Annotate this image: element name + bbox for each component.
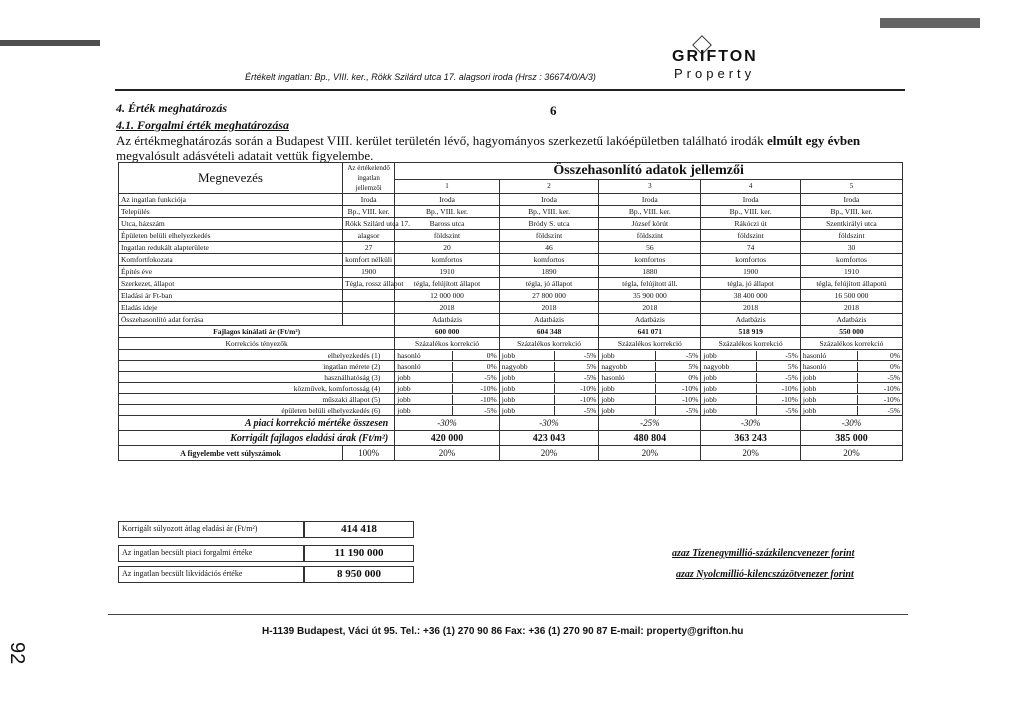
correction-descriptor: hasonló — [395, 362, 453, 371]
comparable-value: 38 400 000 — [701, 290, 801, 302]
correction-cell — [701, 361, 801, 372]
correction-descriptor: hasonló — [395, 351, 453, 360]
correction-percent: 0% — [890, 350, 900, 360]
correction-cell — [701, 372, 801, 383]
correction-cell — [395, 383, 500, 394]
correction-label: ingatlan mérete (2) — [119, 361, 395, 372]
correction-percent: -5% — [785, 350, 798, 360]
correction-descriptor: jobb — [801, 373, 858, 382]
total-correction-row-value: -30% — [395, 416, 500, 431]
weights-row-value: 20% — [395, 446, 500, 461]
correction-label: közművek, komfortosság (4) — [119, 383, 395, 394]
correction-cell — [395, 350, 500, 361]
correction-percent: -5% — [484, 405, 497, 415]
unit-price-label: Fajlagos kínálati ár (Ft/m²) — [119, 326, 395, 338]
correction-percent: -10% — [580, 394, 597, 404]
valuation-table — [118, 162, 903, 461]
comparable-value: Adatbázis — [599, 314, 701, 326]
row-label: Eladás ideje — [119, 302, 343, 314]
side-number: 92 — [6, 642, 28, 665]
corrected-price-row-value: 385 000 — [800, 431, 902, 446]
row-label: Utca, házszám — [119, 218, 343, 230]
weights-row-value: 20% — [800, 446, 902, 461]
correction-percent: -10% — [883, 383, 900, 393]
comparable-value: komfortos — [599, 254, 701, 266]
correction-cell — [599, 372, 701, 383]
comparable-value: Rákóczi út — [701, 218, 801, 230]
row-label: Szerkezet, állapot — [119, 278, 343, 290]
comparable-value: Adatbázis — [800, 314, 902, 326]
correction-cell — [499, 361, 599, 372]
correction-row — [119, 361, 903, 372]
comparable-value: Bp., VIII. ker. — [499, 206, 599, 218]
correction-cell — [701, 383, 801, 394]
comparable-value: 20 — [395, 242, 500, 254]
correction-cell — [599, 405, 701, 416]
correction-descriptor: jobb — [500, 384, 555, 393]
subject-value: komfort nélküli — [342, 254, 394, 266]
scan-edge-top-right — [880, 18, 980, 28]
comparable-value: 74 — [701, 242, 801, 254]
comparable-value: 2018 — [701, 302, 801, 314]
comparable-index: 5 — [800, 179, 902, 193]
comparable-value: Bp., VIII. ker. — [395, 206, 500, 218]
comparable-index: 2 — [499, 179, 599, 193]
comparable-value: 2018 — [599, 302, 701, 314]
correction-descriptor: jobb — [500, 395, 555, 404]
correction-cell — [800, 372, 902, 383]
property-row — [119, 194, 903, 206]
correction-col-header: Százalékos korrekció — [800, 338, 902, 350]
correction-percent: -10% — [480, 394, 497, 404]
correction-descriptor: nagyobb — [599, 362, 656, 371]
correction-percent: 5% — [787, 361, 798, 371]
comparable-value: földszint — [499, 230, 599, 242]
logo-sub: Property — [674, 66, 756, 81]
unit-price-row — [119, 326, 903, 338]
property-row — [119, 290, 903, 302]
row-label: Ingatlan redukált alapterülete — [119, 242, 343, 254]
correction-descriptor: jobb — [395, 395, 453, 404]
correction-percent: -10% — [781, 383, 798, 393]
total-correction-row-value: -30% — [701, 416, 801, 431]
correction-descriptor: jobb — [701, 384, 756, 393]
correction-percent: -5% — [583, 350, 597, 360]
correction-percent: -5% — [685, 350, 699, 360]
correction-factors-label: Korrekciós tényezők — [119, 338, 395, 350]
logo-name: GRIFTON — [672, 48, 758, 65]
correction-percent: -5% — [484, 372, 497, 382]
comparable-value: Iroda — [599, 194, 701, 206]
comparable-value: 1890 — [499, 266, 599, 278]
correction-row — [119, 394, 903, 405]
row-label: Az ingatlan funkciója — [119, 194, 343, 206]
comparable-value: 2018 — [800, 302, 902, 314]
correction-col-header: Százalékos korrekció — [599, 338, 701, 350]
comparable-value: földszint — [395, 230, 500, 242]
section-title: 4. Érték meghatározás — [116, 101, 228, 115]
correction-descriptor: jobb — [701, 395, 756, 404]
correction-percent: -5% — [785, 372, 798, 382]
comparable-value: Szentkirályi utca — [800, 218, 902, 230]
correction-descriptor: hasonló — [599, 373, 656, 382]
correction-cell — [800, 394, 902, 405]
weights-row-value: 20% — [599, 446, 701, 461]
correction-descriptor: nagyobb — [500, 362, 555, 371]
comparable-index: 3 — [599, 179, 701, 193]
correction-label: műszaki állapot (5) — [119, 394, 395, 405]
scan-edge-top-left — [0, 40, 100, 46]
page-number: 6 — [550, 103, 557, 118]
total-correction-row-value: -30% — [800, 416, 902, 431]
correction-cell — [395, 394, 500, 405]
property-row — [119, 230, 903, 242]
comparable-value: 2018 — [395, 302, 500, 314]
comparable-value: 1910 — [800, 266, 902, 278]
comparable-value: komfortos — [800, 254, 902, 266]
correction-cell — [395, 372, 500, 383]
property-row — [119, 302, 903, 314]
comparable-value: Adatbázis — [395, 314, 500, 326]
subject-value: 1900 — [342, 266, 394, 278]
comparable-value: földszint — [701, 230, 801, 242]
comparable-value: 1900 — [701, 266, 801, 278]
comparable-value: József körút — [599, 218, 701, 230]
correction-descriptor: jobb — [599, 395, 656, 404]
corrected-price-row-value: 480 804 — [599, 431, 701, 446]
correction-descriptor: jobb — [701, 406, 756, 415]
weights-row-subject: 100% — [342, 446, 394, 461]
comparable-value: Iroda — [701, 194, 801, 206]
correction-row — [119, 405, 903, 416]
comparable-value: tégla, felújított állapotú — [800, 278, 902, 290]
unit-price-value: 600 000 — [395, 326, 500, 338]
correction-cell — [499, 394, 599, 405]
correction-percent: 0% — [890, 361, 900, 371]
corrected-price-row-value: 420 000 — [395, 431, 500, 446]
correction-percent: 0% — [688, 372, 699, 382]
property-row — [119, 254, 903, 266]
comparable-value: Iroda — [499, 194, 599, 206]
weights-row — [119, 446, 903, 461]
corrected-price-row — [119, 431, 903, 446]
subject-value — [342, 302, 394, 314]
property-row — [119, 206, 903, 218]
correction-cell — [800, 350, 902, 361]
correction-cell — [599, 350, 701, 361]
correction-cell — [599, 394, 701, 405]
subject-value: Bp., VIII. ker. — [342, 206, 394, 218]
correction-percent: -10% — [781, 394, 798, 404]
property-row — [119, 218, 903, 230]
header-divider — [115, 89, 905, 91]
correction-cell — [499, 372, 599, 383]
unit-price-value: 641 071 — [599, 326, 701, 338]
correction-descriptor: jobb — [701, 351, 756, 360]
row-label: Épületen belüli elhelyezkedés — [119, 230, 343, 242]
correction-descriptor: jobb — [701, 373, 756, 382]
total-correction-row-label: A piaci korrekció mértéke összesen — [119, 416, 395, 431]
comparable-value: Iroda — [800, 194, 902, 206]
correction-descriptor: jobb — [599, 384, 656, 393]
correction-descriptor: jobb — [395, 384, 453, 393]
unit-price-value: 550 000 — [800, 326, 902, 338]
correction-row — [119, 383, 903, 394]
market-value-words: azaz Tizenegymillió-százkilencvenezer forint — [672, 548, 855, 559]
row-label: Összehasonlító adat forrása — [119, 314, 343, 326]
total-correction-row-value: -25% — [599, 416, 701, 431]
property-row — [119, 314, 903, 326]
liquidation-value: 8 950 000 — [304, 566, 414, 583]
correction-row — [119, 372, 903, 383]
property-row — [119, 266, 903, 278]
correction-cell — [701, 405, 801, 416]
correction-percent: 5% — [688, 361, 699, 371]
correction-descriptor: jobb — [801, 384, 858, 393]
comparable-value: tégla, felújított állapot — [395, 278, 500, 290]
correction-percent: 0% — [486, 361, 497, 371]
comparable-index: 4 — [701, 179, 801, 193]
correction-descriptor: jobb — [801, 406, 858, 415]
correction-percent: -10% — [883, 394, 900, 404]
comparable-value: komfortos — [395, 254, 500, 266]
weights-row-label: A figyelembe vett súlyszámok — [119, 446, 343, 461]
correction-descriptor: hasonló — [801, 362, 858, 371]
comparable-value: Baross utca — [395, 218, 500, 230]
property-row — [119, 242, 903, 254]
subject-value: Tégla, rossz állapot — [342, 278, 394, 290]
comparable-value: 35 900 000 — [599, 290, 701, 302]
comparable-value: Adatbázis — [701, 314, 801, 326]
correction-percent: -5% — [887, 405, 900, 415]
comparable-value: 56 — [599, 242, 701, 254]
correction-cell — [395, 405, 500, 416]
correction-header-row — [119, 338, 903, 350]
correction-cell — [701, 350, 801, 361]
correction-descriptor: jobb — [500, 373, 555, 382]
comparable-value: Iroda — [395, 194, 500, 206]
correction-percent: -10% — [580, 383, 597, 393]
correction-percent: -10% — [682, 383, 699, 393]
comparable-value: tégla, jó állapot — [499, 278, 599, 290]
header-label: Megnevezés — [119, 163, 343, 194]
unit-price-value: 604 348 — [499, 326, 599, 338]
correction-percent: -10% — [480, 383, 497, 393]
comparable-value: Bródy S. utca — [499, 218, 599, 230]
comparable-value: 30 — [800, 242, 902, 254]
correction-cell — [395, 361, 500, 372]
avg-price-label: Korrigált súlyozott átlag eladási ár (Ft/m²) — [118, 521, 304, 538]
correction-cell — [800, 405, 902, 416]
comparable-value: Bp., VIII. ker. — [599, 206, 701, 218]
correction-cell — [499, 405, 599, 416]
correction-descriptor: jobb — [395, 373, 453, 382]
correction-descriptor: nagyobb — [701, 362, 756, 371]
comparable-value: földszint — [599, 230, 701, 242]
comparable-value: 16 500 000 — [800, 290, 902, 302]
row-label: Komfortfokozata — [119, 254, 343, 266]
footer-address: H-1139 Budapest, Váci út 95. Tel.: +36 (1) 270 90 86 Fax: +36 (1) 270 90 87 E-mail: property@grifton.hu — [262, 626, 744, 637]
intro-bold: elmúlt egy évben — [766, 133, 861, 148]
subject-value — [342, 314, 394, 326]
comparable-value: 27 800 000 — [499, 290, 599, 302]
total-correction-row — [119, 416, 903, 431]
comparable-value: Bp., VIII. ker. — [800, 206, 902, 218]
correction-cell — [701, 394, 801, 405]
correction-percent: 0% — [486, 350, 497, 360]
subject-value: Rökk Szilárd utca 17. — [342, 218, 394, 230]
property-row — [119, 278, 903, 290]
correction-percent: -10% — [682, 394, 699, 404]
market-value: 11 190 000 — [304, 545, 414, 562]
comparable-value: Bp., VIII. ker. — [701, 206, 801, 218]
subject-value — [342, 290, 394, 302]
correction-descriptor: jobb — [599, 406, 656, 415]
unit-price-value: 518 919 — [701, 326, 801, 338]
comparable-value: 2018 — [499, 302, 599, 314]
comparable-value: 1880 — [599, 266, 701, 278]
correction-percent: -5% — [583, 372, 597, 382]
subject-value: 27 — [342, 242, 394, 254]
correction-cell — [800, 383, 902, 394]
correction-descriptor: jobb — [599, 351, 656, 360]
row-label: Építés éve — [119, 266, 343, 278]
correction-descriptor: jobb — [500, 406, 555, 415]
avg-price-value: 414 418 — [304, 521, 414, 538]
correction-cell — [599, 383, 701, 394]
intro-text: Az értékmeghatározás során a Budapest VIII. kerület területén lévő, hagyományos szerkezetű lakóépületben található irodák — [116, 133, 767, 148]
intro-paragraph — [116, 133, 906, 163]
correction-col-header: Százalékos korrekció — [395, 338, 500, 350]
intro-rest: megvalósult adásvételi adatait vettük figyelembe. — [116, 148, 374, 163]
report-subtitle: Értékelt ingatlan: Bp., VIII. ker., Rökk Szilárd utca 17. alagsori iroda (Hrsz : 36674/0/A/3) — [245, 72, 596, 82]
correction-descriptor: jobb — [395, 406, 453, 415]
correction-descriptor: hasonló — [801, 351, 858, 360]
corrected-price-row-value: 363 243 — [701, 431, 801, 446]
comparable-value: tégla, felújított áll. — [599, 278, 701, 290]
comparable-value: komfortos — [499, 254, 599, 266]
correction-label: használhatóság (3) — [119, 372, 395, 383]
correction-label: épületen belüli elhelyezkedés (6) — [119, 405, 395, 416]
correction-cell — [499, 383, 599, 394]
market-value-label: Az ingatlan becsült piaci forgalmi értéke — [118, 545, 304, 562]
correction-cell — [800, 361, 902, 372]
comparable-value: 12 000 000 — [395, 290, 500, 302]
comparable-value: földszint — [800, 230, 902, 242]
comparable-value: 1910 — [395, 266, 500, 278]
comparable-value: 46 — [499, 242, 599, 254]
subject-value: alagsor — [342, 230, 394, 242]
total-correction-row-value: -30% — [499, 416, 599, 431]
correction-row — [119, 350, 903, 361]
correction-percent: -5% — [685, 405, 699, 415]
comparable-value: Adatbázis — [499, 314, 599, 326]
comparable-value: tégla, jó állapot — [701, 278, 801, 290]
correction-descriptor: jobb — [500, 351, 555, 360]
comparable-value: komfortos — [701, 254, 801, 266]
comparables-header: Összehasonlító adatok jellemzői — [395, 163, 903, 180]
liquidation-value-label: Az ingatlan becsült likvidációs értéke — [118, 566, 304, 583]
correction-label: elhelyezkedés (1) — [119, 350, 395, 361]
correction-cell — [599, 361, 701, 372]
weights-row-value: 20% — [499, 446, 599, 461]
footer-divider — [108, 614, 908, 615]
liquidation-value-words: azaz Nyolcmillió-kilencszázötvenezer forint — [676, 569, 854, 580]
row-label: Eladási ár Ft-ban — [119, 290, 343, 302]
corrected-price-row-value: 423 043 — [499, 431, 599, 446]
corrected-price-row-label: Korrigált fajlagos eladási árak (Ft/m²) — [119, 431, 395, 446]
correction-cell — [499, 350, 599, 361]
correction-percent: -5% — [887, 372, 900, 382]
section-subtitle: 4.1. Forgalmi érték meghatározása — [116, 118, 290, 132]
correction-col-header: Százalékos korrekció — [499, 338, 599, 350]
subject-value: Iroda — [342, 194, 394, 206]
comparable-index: 1 — [395, 179, 500, 193]
row-label: Település — [119, 206, 343, 218]
correction-percent: -5% — [583, 405, 597, 415]
correction-col-header: Százalékos korrekció — [701, 338, 801, 350]
correction-percent: -5% — [785, 405, 798, 415]
weights-row-value: 20% — [701, 446, 801, 461]
subject-header: Az értékelendő ingatlan jellemzői — [342, 163, 394, 194]
correction-percent: 5% — [586, 361, 597, 371]
correction-descriptor: jobb — [801, 395, 858, 404]
